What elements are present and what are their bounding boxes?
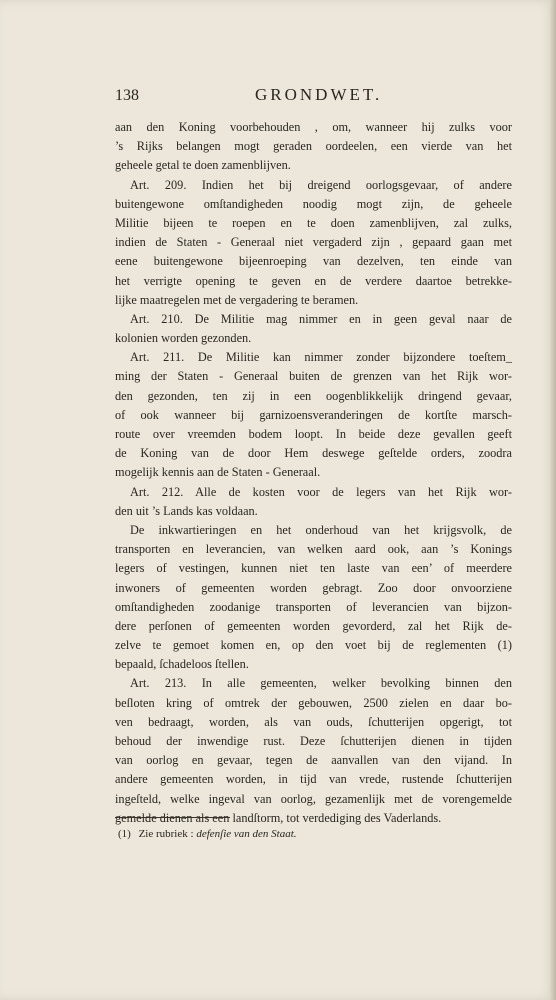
- text-line: aan den Koning voorbehouden , om, wanneer hij zulks voor: [115, 120, 512, 134]
- text-line: ming der Staten - Generaal buiten de grenzen van het Rijk wor-: [115, 369, 512, 384]
- text-line: Art. 213. In alle gemeenten, welker bevolking binnen den: [130, 676, 512, 691]
- text-line: Art. 212. Alle de kosten voor de legers van het Rijk wor-: [130, 484, 512, 499]
- page-edge-shadow: [550, 0, 556, 1000]
- text-line: indien de Staten - Generaal niet vergaderd zijn , gepaard gaan met: [115, 235, 512, 250]
- text-line: mogelijk kennis aan de Staten - Generaal.: [115, 465, 321, 480]
- text-line: inwoners of gemeenten worden gebragt. Zoo door onvoorziene: [115, 580, 512, 595]
- text-line: van oorlog en gevaar, tegen de aanvallen van den vijand. In: [115, 753, 512, 768]
- text-line: Militie bijeen te roepen en te doen zamenblijven, zal zulks,: [115, 215, 512, 230]
- running-title: GRONDWET.: [255, 85, 383, 104]
- text-line: het verrigte opening te geven en de verdere daartoe betrekke-: [115, 273, 512, 288]
- text-line: zelve te gemoet komen en, op den voet bij de reglementen (1): [115, 638, 512, 653]
- text-line: beſloten kring of omtrek der gebouwen, 2500 zielen en daar bo-: [115, 695, 512, 710]
- body-text: [115, 118, 512, 828]
- text-line: transporten en leverancien, van welken aard ook, aan ’s Konings: [115, 542, 512, 557]
- text-line: legers of vestingen, kunnen niet ten laste van een’ of meerdere: [115, 561, 512, 576]
- page-number: 138: [115, 87, 139, 104]
- text-line: ven bedraagt, worden, als van ouds, ſchutterijen opgerigt, tot: [115, 714, 512, 729]
- text-line: buitengewone omſtandigheden noodig mogt zijn, de geheele: [115, 196, 512, 211]
- text-line: kolonien worden gezonden.: [115, 331, 252, 346]
- text-line: den gezonden, ten zij in een oogenblikkelijk dringend gevaar,: [115, 388, 512, 403]
- text-line: den uit ’s Lands kas voldaan.: [115, 503, 258, 518]
- text-line: ’s Rijks belangen mogt geraden oordeelen, een vierde van het: [115, 139, 512, 154]
- page-header: [115, 85, 511, 109]
- text-line: dere perſonen of gemeenten worden gevorderd, zal het Rijk de-: [115, 618, 512, 633]
- text-line: route over vreemden bodem loopt. In beide deze gevallen geeft: [115, 427, 512, 441]
- footnote-rule: [115, 817, 230, 818]
- footnote-reference: defenſie van den Staat.: [196, 828, 297, 840]
- text-line: gemelde dienen als een landſtorm, tot verdediging des Vaderlands.: [115, 810, 442, 825]
- text-line: omſtandigheden zoodanige transporten of leverancien van bijzon-: [115, 599, 512, 614]
- footnote-marker: (1): [118, 828, 131, 840]
- footnote-text: Zie rubriek :: [138, 828, 194, 840]
- text-line: geheele getal te doen zamenblijven.: [115, 158, 291, 173]
- text-line: andere gemeenten worden, in tijd van vrede, rustende ſchutterijen: [115, 772, 512, 787]
- footnote: [118, 828, 418, 840]
- text-line: Art. 210. De Militie mag nimmer en in geen geval naar de: [130, 311, 512, 326]
- text-line: bepaald, ſchadeloos ſtellen.: [115, 657, 249, 672]
- text-line: lijke maatregelen met de vergadering te beramen.: [115, 292, 359, 307]
- text-line: ingeſteld, welke ingeval van oorlog, gezamenlijk met de vorengemelde: [115, 791, 512, 806]
- text-line: De inkwartieringen en het onderhoud van het krijgsvolk, de: [130, 522, 512, 537]
- text-line: Art. 211. De Militie kan nimmer zonder bijzondere toeſtem_: [130, 350, 512, 365]
- text-line: de Koning van de door Hem deswege geſtelde orders, zoodra: [115, 446, 512, 461]
- text-line: eene buitengewone bijeenroeping van dezelven, ten einde van: [115, 254, 512, 269]
- text-line: Art. 209. Indien het bij dreigend oorlogsgevaar, of andere: [130, 177, 512, 192]
- text-line: behoud der inwendige rust. Deze ſchutterijen dienen in tijden: [115, 734, 512, 748]
- text-line: of ook wanneer bij garnizoensveranderingen de kortſte marsch-: [115, 407, 512, 422]
